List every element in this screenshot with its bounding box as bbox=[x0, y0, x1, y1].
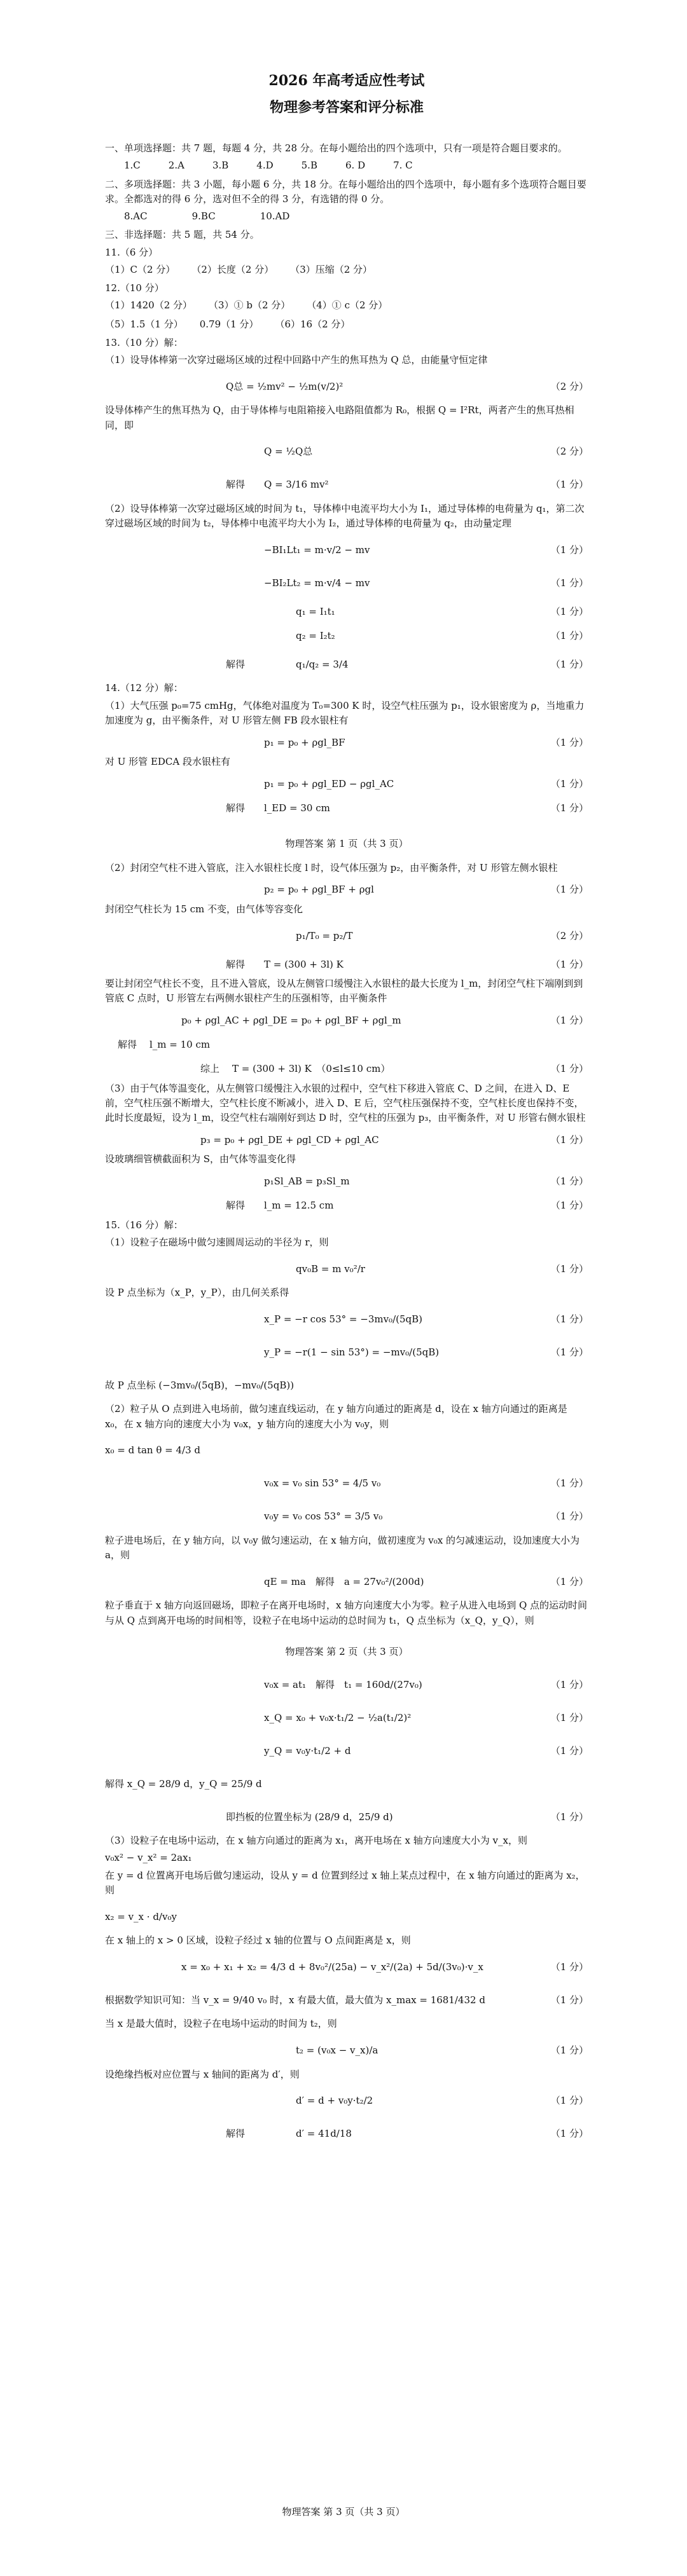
score: （1 分） bbox=[550, 1134, 588, 1146]
equation-row bbox=[105, 648, 588, 681]
score: （1 分） bbox=[550, 1994, 588, 2006]
content bbox=[105, 70, 588, 2151]
equation: l_ED = 30 cm bbox=[264, 802, 330, 814]
score: （1 分） bbox=[550, 1263, 588, 1275]
equation: d′ = d + v₀y·t₂/2 bbox=[296, 2095, 373, 2107]
equation-row bbox=[105, 1303, 588, 1336]
answer-item: （6）16（2 分） bbox=[275, 318, 350, 330]
equation: p₁ = p₀ + ρgl_BF bbox=[264, 736, 345, 748]
q13-text: （2）设导体棒第一次穿过磁场区域的时间为 t₁，导体棒中电流平均大小为 I₁，通过导体棒的电荷量为 q₁，第二次穿过磁场区域的时间为 t₂，导体棒中电流平均大小为 I₂，通过导体棒的电荷量为 q₂，由动量定理 bbox=[105, 502, 585, 530]
equation-row bbox=[105, 1701, 588, 1734]
page-subtitle: 物理参考答案和评分标准 bbox=[269, 99, 424, 116]
answer-item: 3.B bbox=[212, 160, 229, 172]
equation-row bbox=[105, 1668, 588, 1701]
equation: T = (300 + 3l) K bbox=[264, 958, 344, 970]
score: （1 分） bbox=[550, 1961, 588, 1973]
answer-item: 7. C bbox=[393, 160, 413, 172]
q15-text: （3）设粒子在电场中运动，在 x 轴方向通过的距离为 x₁，离开电场在 x 轴方向速度大小为 v_x，则 bbox=[105, 1835, 527, 1847]
equation: l_m = 12.5 cm bbox=[264, 1200, 334, 1212]
score: （1 分） bbox=[550, 1678, 588, 1690]
answer-item: （1）1420（2 分） bbox=[105, 299, 193, 312]
q15-text: 在 y = d 位置离开电场后做匀速运动，设从 y = d 位置到经过 x 轴上某点过程中，在 x 轴方向通过的距离为 x₂，则 bbox=[105, 1869, 585, 1896]
equation: v₀y = v₀ cos 53° = 3/5 v₀ bbox=[264, 1511, 383, 1523]
equation-label: 解得 bbox=[226, 1200, 246, 1212]
answer-item: 4.D bbox=[256, 160, 274, 172]
equation: x₂ = v_x · d/v₀y bbox=[105, 1910, 177, 1922]
score: （1 分） bbox=[550, 1477, 588, 1490]
equation-label: 解得 bbox=[226, 658, 246, 670]
score: （1 分） bbox=[550, 658, 588, 670]
score: （2 分） bbox=[550, 446, 588, 458]
q12-heading: 12.（10 分） bbox=[105, 282, 164, 294]
answer-item: 10.AD bbox=[260, 210, 290, 223]
score: （1 分） bbox=[550, 2095, 588, 2107]
equation-label: 解得 bbox=[226, 802, 246, 814]
q15-text: 设绝缘挡板对应位置与 x 轴间的距离为 d′，则 bbox=[105, 2068, 300, 2080]
equation: 解得 x_Q = 28/9 d，y_Q = 25/9 d bbox=[105, 1778, 262, 1790]
equation: v₀x = v₀ sin 53° = 4/5 v₀ bbox=[264, 1477, 381, 1490]
equation: p₀ + ρgl_AC + ρgl_DE = p₀ + ρgl_BF + ρgl_m bbox=[181, 1015, 401, 1027]
q15-text: （2）粒子从 O 点到进入电场前，做匀速直线运动，在 y 轴方向通过的距离是 d，设在 x 轴方向通过的距离是 x₀，在 x 轴方向的速度大小为 v₀x，y 轴方向的速度大小为 v₀y，则 bbox=[105, 1403, 567, 1430]
equation-row bbox=[105, 1950, 588, 1983]
equation-label: 解得 bbox=[118, 1039, 137, 1051]
equation-row bbox=[105, 919, 588, 952]
q15-heading: 15.（16 分）解： bbox=[105, 1219, 183, 1231]
q14-text: （2）封闭空气柱不进入管底，注入水银柱长度 l 时，设气体压强为 p₂，由平衡条件，对 U 形管左侧水银柱 bbox=[105, 861, 558, 874]
score: （1 分） bbox=[550, 629, 588, 641]
answer-item: （3）① b（2 分） bbox=[209, 299, 291, 312]
q13-text: 设导体棒产生的焦耳热为 Q，由于导体棒与电阻箱接入电路阻值都为 R₀，根据 Q = I²Rt，两者产生的焦耳热相同，即 bbox=[105, 404, 574, 431]
section-2-answers bbox=[105, 209, 588, 224]
q15-text: （1）设粒子在磁场中做匀速圆周运动的半径为 r，则 bbox=[105, 1236, 329, 1248]
score: （1 分） bbox=[550, 2128, 588, 2140]
section-1-answers bbox=[105, 158, 588, 173]
equation-row bbox=[105, 599, 588, 624]
answer-item: 5.B bbox=[301, 160, 317, 172]
equation-row bbox=[105, 2034, 588, 2067]
score: （1 分） bbox=[550, 1313, 588, 1325]
answer-item: （4）① c（2 分） bbox=[307, 299, 388, 312]
equation: T = (300 + 3l) K （0≤l≤10 cm） bbox=[232, 1063, 391, 1075]
score: （1 分） bbox=[550, 1811, 588, 1823]
equation: x_P = −r cos 53° = −3mv₀/(5qB) bbox=[264, 1313, 423, 1325]
equation: t₂ = (v₀x − v_x)/a bbox=[296, 2045, 378, 2057]
q12-answers-row2 bbox=[105, 317, 588, 332]
equation-row bbox=[105, 566, 588, 599]
equation: q₂ = I₂t₂ bbox=[296, 629, 335, 641]
score: （1 分） bbox=[550, 1511, 588, 1523]
equation-row bbox=[105, 878, 588, 902]
answer-item: 1.C bbox=[124, 160, 141, 172]
q15-text: 当 x 是最大值时，设粒子在电场中运动的时间为 t₂，则 bbox=[105, 2018, 337, 2030]
equation-label: 解得 bbox=[226, 479, 246, 491]
q15-text: v₀x² − v_x² = 2ax₁ bbox=[105, 1852, 192, 1864]
equation-row bbox=[105, 1009, 588, 1033]
q15-text: 设 P 点坐标为（x_P，y_P），由几何关系得 bbox=[105, 1287, 289, 1299]
score: （1 分） bbox=[550, 2045, 588, 2057]
equation-label: 解得 bbox=[226, 2128, 246, 2140]
answer-item: 9.BC bbox=[191, 210, 216, 223]
equation: x_Q = x₀ + v₀x·t₁/2 − ½a(t₁/2)² bbox=[264, 1711, 412, 1723]
q15-text: 粒子进电场后，在 y 轴方向，以 v₀y 做匀速运动，在 x 轴方向，做初速度为 v₀x 的匀减速运动，设加速度大小为 a，则 bbox=[105, 1534, 579, 1561]
score: （1 分） bbox=[550, 802, 588, 814]
equation-row bbox=[105, 1434, 588, 1467]
equation: d′ = 41d/18 bbox=[296, 2128, 352, 2140]
equation-row bbox=[105, 2118, 588, 2151]
equation: y_Q = v₀y·t₁/2 + d bbox=[264, 1744, 351, 1757]
answer-item: （2）长度（2 分） bbox=[191, 263, 274, 275]
score: （1 分） bbox=[550, 1346, 588, 1358]
equation: Q总 = ½mv² − ½m(v/2)² bbox=[226, 380, 344, 392]
equation: Q = ½Q总 bbox=[264, 446, 313, 458]
equation-row bbox=[105, 1369, 588, 1402]
score: （2 分） bbox=[550, 929, 588, 942]
equation-row bbox=[105, 2085, 588, 2118]
equation-row bbox=[105, 1336, 588, 1369]
answer-item: 2.A bbox=[168, 160, 184, 172]
score: （1 分） bbox=[550, 884, 588, 896]
equation-row bbox=[105, 952, 588, 976]
score: （2 分） bbox=[550, 380, 588, 392]
section-2-heading: 二、多项选择题：共 3 小题，每小题 6 分，共 18 分。在每小题给出的四个选项中，每小题有多个选项符合题目要求。全都选对的得 6 分，选对但不全的得 3 分，有选错的得 0 分。 bbox=[105, 178, 586, 205]
equation: 根据数学知识可知：当 v_x = 9/40 v₀ 时，x 有最大值，最大值为 x_max = 1681/432 d bbox=[105, 1994, 485, 2006]
answer-item: 6. D bbox=[345, 160, 366, 172]
answer-item: （3）压缩（2 分） bbox=[290, 263, 373, 275]
equation: qE = ma 解得 a = 27v₀²/(200d) bbox=[264, 1575, 424, 1587]
equation: p₁ = p₀ + ρgl_ED − ρgl_AC bbox=[264, 778, 394, 790]
equation-row bbox=[105, 1565, 588, 1598]
score: （1 分） bbox=[550, 577, 588, 589]
equation-label: 综上 bbox=[200, 1063, 220, 1075]
q11-answers bbox=[105, 263, 588, 277]
equation: y_P = −r(1 − sin 53°) = −mv₀/(5qB) bbox=[264, 1346, 440, 1358]
equation-row bbox=[105, 1194, 588, 1218]
q11-heading: 11.（6 分） bbox=[105, 246, 158, 258]
answer-item: 0.79（1 分） bbox=[199, 318, 259, 330]
equation: 即挡板的位置坐标为 (28/9 d，25/9 d) bbox=[226, 1811, 393, 1823]
score: （1 分） bbox=[550, 1063, 588, 1075]
q14-text: 设玻璃细管横截面积为 S，由气体等温变化得 bbox=[105, 1153, 296, 1165]
score: （1 分） bbox=[550, 1575, 588, 1587]
score: （1 分） bbox=[550, 736, 588, 748]
score: （1 分） bbox=[550, 1015, 588, 1027]
equation-row bbox=[105, 1900, 588, 1933]
score: （1 分） bbox=[550, 958, 588, 970]
answer-item: （5）1.5（1 分） bbox=[105, 318, 183, 330]
equation-row bbox=[105, 435, 588, 469]
section-1-heading: 一、单项选择题：共 7 题，每题 4 分，共 28 分。在每小题给出的四个选项中，只有一项是符合题目要求的。 bbox=[105, 142, 567, 154]
equation-row bbox=[105, 730, 588, 755]
answer-item: （1）C（2 分） bbox=[105, 263, 176, 275]
page-footer: 物理答案 第 1 页（共 3 页） bbox=[285, 838, 408, 850]
equation-row bbox=[105, 370, 588, 403]
equation: −BI₂Lt₂ = m·v/4 − mv bbox=[264, 577, 370, 589]
equation-row bbox=[105, 796, 588, 820]
equation-row bbox=[105, 1800, 588, 1833]
equation: l_m = 10 cm bbox=[149, 1039, 211, 1051]
score: （1 分） bbox=[550, 1711, 588, 1723]
equation-row bbox=[105, 1128, 588, 1152]
score: （1 分） bbox=[550, 479, 588, 491]
equation: v₀x = at₁ 解得 t₁ = 160d/(27v₀) bbox=[264, 1678, 422, 1690]
equation-row bbox=[105, 1767, 588, 1800]
equation-row bbox=[105, 772, 588, 796]
q14-text: 要让封闭空气柱长不变，且不进入管底，设从左侧管口缓慢注入水银柱的最大长度为 l_m，封闭空气柱下端刚到到管底 C 点时，U 形管左右两侧水银柱产生的压强相等，由平衡条件 bbox=[105, 978, 583, 1004]
equation: 故 P 点坐标 (−3mv₀/(5qB)，−mv₀/(5qB)) bbox=[105, 1379, 295, 1391]
score: （1 分） bbox=[550, 544, 588, 556]
equation: qv₀B = m v₀²/r bbox=[296, 1263, 365, 1275]
answer-item: 8.AC bbox=[124, 210, 148, 223]
score: （1 分） bbox=[550, 1175, 588, 1188]
score: （1 分） bbox=[550, 778, 588, 790]
equation-label: 解得 bbox=[226, 958, 246, 970]
equation-row bbox=[105, 1467, 588, 1500]
q14-heading: 14.（12 分）解： bbox=[105, 682, 183, 694]
equation-row bbox=[105, 469, 588, 502]
page-footer: 物理答案 第 2 页（共 3 页） bbox=[285, 1645, 408, 1657]
page-footer: 物理答案 第 3 页（共 3 页） bbox=[282, 2506, 405, 2518]
equation-row bbox=[105, 1983, 588, 2017]
equation: q₁ = I₁t₁ bbox=[296, 605, 335, 617]
equation: p₂ = p₀ + ρgl_BF + ρgl bbox=[264, 884, 374, 896]
q14-text: 对 U 形管 EDCA 段水银柱有 bbox=[105, 756, 231, 768]
equation-row bbox=[105, 1057, 588, 1081]
equation-row bbox=[105, 624, 588, 648]
page-title: 2026 年高考适应性考试 bbox=[268, 72, 425, 89]
q15-text: 粒子垂直于 x 轴方向返回磁场，即粒子在离开电场时，x 轴方向速度大小为零。粒子从进入电场到 Q 点的运动时间与从 Q 点到离开电场的时间相等，设粒子在电场中运动的总时间为 t₁，Q 点坐标为（x_Q，y_Q），则 bbox=[105, 1600, 588, 1626]
q14-text: （1）大气压强 p₀=75 cmHg，气体绝对温度为 T₀=300 K 时，设空气柱压强为 p₁，设水银密度为 ρ，当地重力加速度为 g，由平衡条件，对 U 形管左侧 FB 段水银柱有 bbox=[105, 699, 585, 726]
score: （1 分） bbox=[550, 1200, 588, 1212]
q14-text: 封闭空气柱长为 15 cm 不变，由气体等容变化 bbox=[105, 903, 303, 915]
q13-text: （1）设导体棒第一次穿过磁场区域的过程中回路中产生的焦耳热为 Q 总，由能量守恒定律 bbox=[105, 354, 488, 366]
q15-text: 在 x 轴上的 x > 0 区域，设粒子经过 x 轴的位置与 O 点间距离是 x，则 bbox=[105, 1935, 411, 1947]
equation: q₁/q₂ = 3/4 bbox=[296, 658, 349, 670]
equation: p₁Sl_AB = p₃Sl_m bbox=[264, 1175, 350, 1188]
equation-row bbox=[105, 1252, 588, 1285]
equation: p₃ = p₀ + ρgl_DE + ρgl_CD + ρgl_AC bbox=[200, 1134, 379, 1146]
equation-row bbox=[105, 1033, 588, 1057]
equation-row bbox=[105, 1734, 588, 1767]
score: （1 分） bbox=[550, 1744, 588, 1757]
q13-heading: 13.（10 分）解： bbox=[105, 336, 183, 348]
equation-row bbox=[105, 1500, 588, 1533]
score: （1 分） bbox=[550, 605, 588, 617]
section-3-heading: 三、非选择题：共 5 题，共 54 分。 bbox=[105, 229, 260, 241]
equation: x = x₀ + x₁ + x₂ = 4/3 d + 8v₀²/(25a) − v_x²/(2a) + 5d/(3v₀)·v_x bbox=[181, 1961, 483, 1973]
q12-answers-row1 bbox=[105, 298, 588, 313]
equation: −BI₁Lt₁ = m·v/2 − mv bbox=[264, 544, 370, 556]
q14-text: （3）由于气体等温变化，从左侧管口缓慢注入水银的过程中，空气柱下移进入管底 C、D 之间，在进入 D、E 前，空气柱压强不断增大，空气柱长度不断减小，进入 D、E 后，空气柱压强保持不变，空气柱长度也保持不变，此时长度最短，设为 l_m，设空气柱右端刚好到达 D 时，空气柱的压强为 p₃，由平衡条件，对 U 形管右侧水银柱 bbox=[105, 1082, 586, 1124]
equation: p₁/T₀ = p₂/T bbox=[296, 929, 353, 942]
equation: Q = 3/16 mv² bbox=[264, 479, 329, 491]
equation-row bbox=[105, 533, 588, 566]
equation: x₀ = d tan θ = 4/3 d bbox=[105, 1444, 200, 1456]
equation-row bbox=[105, 1170, 588, 1194]
